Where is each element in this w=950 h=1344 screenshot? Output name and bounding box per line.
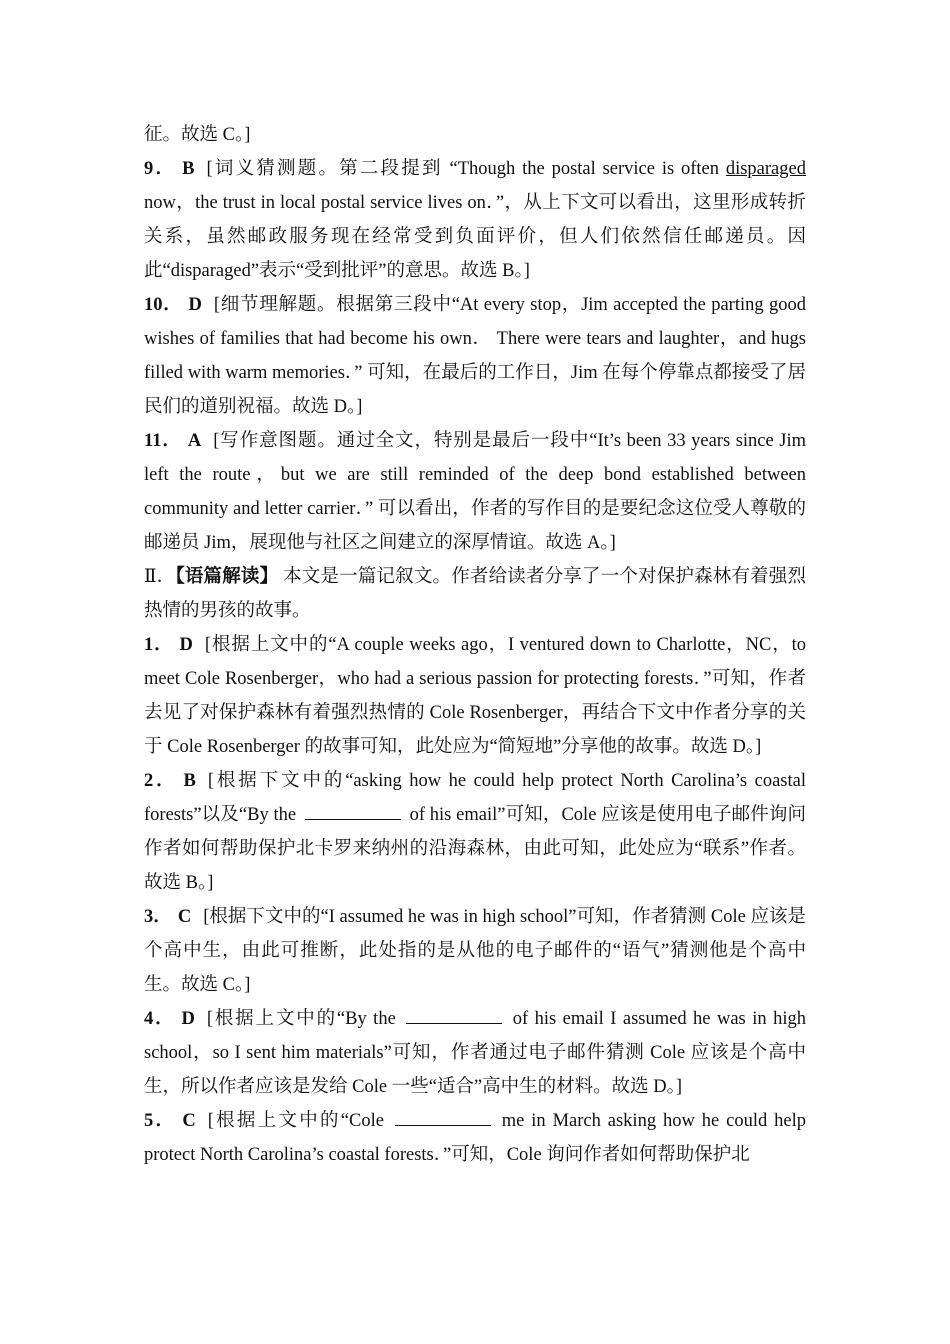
explanation: [细节理解题。根据第三段中“At every stop，Jim accepted the parting good wishes of families that had become his own． There were tears and laughter，and hugs filled with warm memories．” 可知，在最后的工作日，Jim 在每个停靠点都接受了居民们的道别祝福。故选 D。] bbox=[144, 295, 806, 417]
answer-item-3 bbox=[144, 900, 806, 1002]
answer-item-4 bbox=[144, 1002, 806, 1104]
answer-letter: B bbox=[182, 159, 195, 179]
explanation-cont: me in March asking how he could help protect North Carolina’s coastal forests．”可知，Cole 询问作者如何帮助保护北 bbox=[144, 1111, 806, 1165]
explanation: [词义猜测题。第二段提到 “Though the postal service is often bbox=[206, 159, 726, 179]
explanation: [根据上文中的“A couple weeks ago，I ventured down to Charlotte，NC，to meet Cole Rosenberger，who had a serious passion for protecting forests．”可知，作者去见了对保护森林有着强烈热情的 Cole Rosenberger，再结合下文中作者分享的关于 Cole Rosenberger 的故事可知，此处应为“简短地”分享他的故事。故选 D。] bbox=[144, 635, 806, 757]
explanation: [根据上文中的“By the bbox=[206, 1009, 403, 1029]
item-number: 1． bbox=[144, 635, 174, 655]
answer-item-5 bbox=[144, 1104, 806, 1172]
answer-letter: C bbox=[177, 907, 192, 927]
explanation-cont: now，the trust in local postal service lives on．”，从上下文可以看出，这里形成转折关系，虽然邮政服务现在经常受到负面评价，但人们依然信任邮递员。因此“disparaged”表示“受到批评”的意思。故选 B。] bbox=[144, 193, 806, 281]
answer-document bbox=[144, 118, 806, 1172]
answer-item-11 bbox=[144, 424, 806, 560]
answer-letter: D bbox=[181, 1009, 195, 1029]
item-number: 4． bbox=[144, 1009, 176, 1029]
fill-blank bbox=[305, 801, 401, 820]
fill-blank bbox=[406, 1005, 502, 1024]
answer-item-1 bbox=[144, 628, 806, 764]
item-number: 10． bbox=[144, 295, 183, 315]
answer-letter: B bbox=[183, 771, 196, 791]
underlined-word: disparaged bbox=[725, 159, 806, 179]
paragraph-continuation: 征。故选 C。] bbox=[144, 125, 251, 145]
answer-letter: C bbox=[182, 1111, 196, 1131]
explanation: [根据下文中的“I assumed he was in high school”可知，作者猜测 Cole 应该是个高中生，由此可推断，此处指的是从他的电子邮件的“语气”猜测他是个高中生。故选 C。] bbox=[144, 907, 806, 995]
section-2-intro bbox=[144, 560, 806, 628]
section-summary: 本文是一篇记叙文。作者给读者分享了一个对保护森林有着强烈热情的男孩的故事。 bbox=[144, 567, 806, 621]
explanation: [写作意图题。通过全文，特别是最后一段中“It’s been 33 years since Jim left the route，but we are still reminded of the deep bond established between community and letter carrier．” 可以看出，作者的写作目的是要纪念这位受人尊敬的邮递员 Jim，展现他与社区之间建立的深厚情谊。故选 A。] bbox=[144, 431, 806, 553]
item-number: 5． bbox=[144, 1111, 177, 1131]
item-number: 11． bbox=[144, 431, 182, 451]
item-number: 9． bbox=[144, 159, 177, 179]
explanation: [根据上文中的“Cole bbox=[207, 1111, 391, 1131]
explanation: [根据下文中的“asking how he could help protect North Carolina’s coastal forests”以及“By the bbox=[144, 771, 806, 825]
answer-item-2 bbox=[144, 764, 806, 900]
section-title: 【语篇解读】 bbox=[175, 567, 279, 587]
answer-item-9 bbox=[144, 152, 806, 288]
answer-letter: D bbox=[179, 635, 193, 655]
answer-letter: A bbox=[187, 431, 202, 451]
item-number: 3． bbox=[144, 907, 172, 927]
fill-blank bbox=[395, 1107, 491, 1126]
answer-item-10 bbox=[144, 288, 806, 424]
section-number: Ⅱ． bbox=[144, 567, 176, 587]
item-number: 2． bbox=[144, 771, 178, 791]
answer-letter: D bbox=[188, 295, 202, 315]
explanation-cont: of his email I assumed he was in high school，so I sent him materials”可知，作者通过电子邮件猜测 Cole 应该是个高中生，所以作者应该是发给 Cole 一些“适合”高中生的材料。故选 D。] bbox=[144, 1009, 806, 1097]
explanation-cont: of his email”可知，Cole 应该是使用电子邮件询问作者如何帮助保护北卡罗来纳州的沿海森林，由此可知，此处应为“联系”作者。故选 B。] bbox=[144, 805, 807, 893]
